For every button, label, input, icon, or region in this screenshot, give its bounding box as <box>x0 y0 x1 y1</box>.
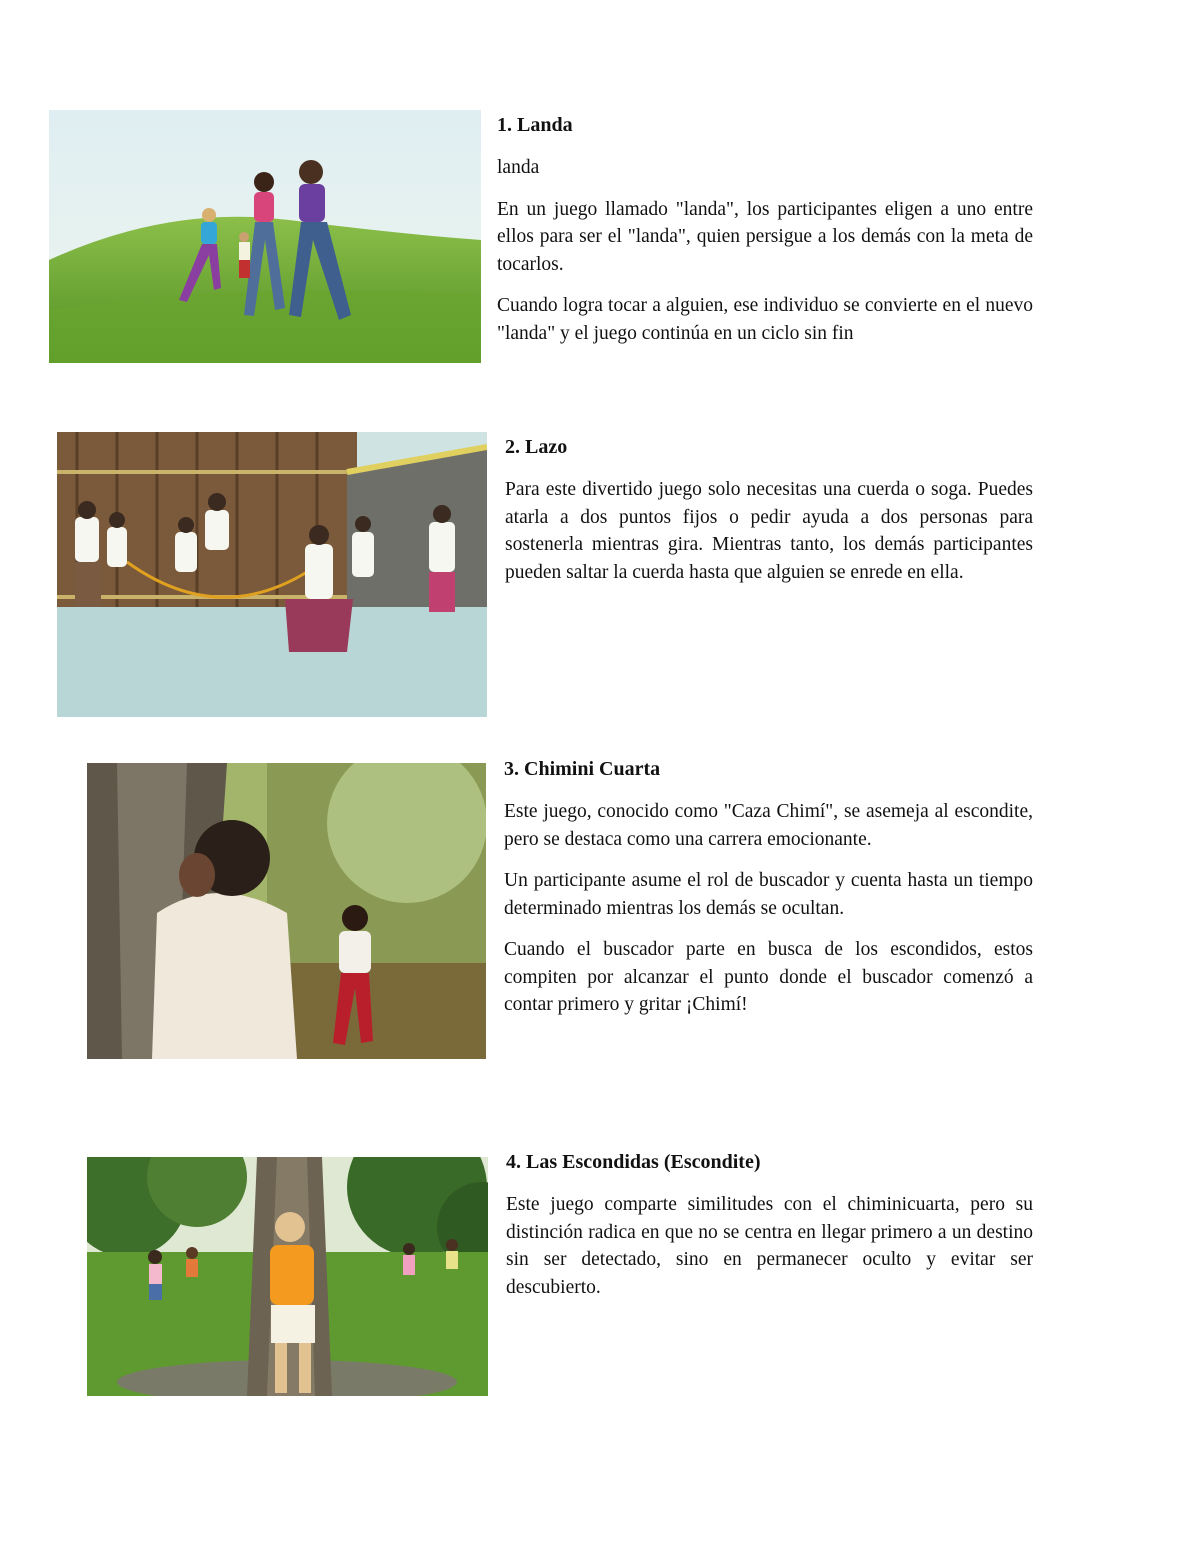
game-lazo-paragraph: Para este divertido juego solo necesitas una cuerda o soga. Puedes atarla a dos puntos fijos o pedir ayuda a dos personas para sostenerla mientras gira. Mientras tanto, los demás participantes pueden saltar la cuerda hasta que alguien se enrede en ella. <box>505 479 1033 583</box>
game-escondidas-text <box>506 1149 1033 1315</box>
game-chimini-cuarta-paragraph: Cuando el buscador parte en busca de los escondidos, estos compiten por alcanzar el punto donde el buscador comenzó a contar primero y gritar ¡Chimí! <box>504 939 1033 1015</box>
game-chimini-cuarta-text <box>504 756 1033 1033</box>
game-chimini-cuarta-heading: 3. Chimini Cuarta <box>504 758 661 780</box>
game-chimini-cuarta-paragraph: Este juego, conocido como "Caza Chimí", se asemeja al escondite, pero se destaca como una carrera emocionante. <box>504 801 1033 850</box>
game-chimini-cuarta-paragraph: Un participante asume el rol de buscador y cuenta hasta un tiempo determinado mientras los demás se ocultan. <box>504 870 1033 919</box>
game-lazo-heading: 2. Lazo <box>505 436 568 458</box>
game-landa-paragraph: Cuando logra tocar a alguien, ese individuo se convierte en el nuevo "landa" y el juego continúa en un ciclo sin fin <box>497 295 1033 344</box>
photo-lazo-jump-rope <box>57 432 487 717</box>
game-landa-heading: 1. Landa <box>497 114 573 136</box>
game-escondidas-heading: 4. Las Escondidas (Escondite) <box>506 1151 761 1173</box>
game-lazo-text <box>505 434 1033 600</box>
game-landa-text <box>497 112 1033 361</box>
game-landa-paragraph: landa <box>497 157 540 178</box>
game-escondidas-paragraph: Este juego comparte similitudes con el chiminicuarta, pero su distinción radica en que no se centra en llegar primero a un destino sin ser detectado, sino en permanecer oculto y evitar ser descubierto. <box>506 1194 1033 1298</box>
photo-escondidas-park <box>87 1157 488 1396</box>
game-landa-paragraph: En un juego llamado "landa", los participantes eligen a uno entre ellos para ser el "landa", quien persigue a los demás con la meta de tocarlos. <box>497 198 1033 275</box>
photo-landa-children-running <box>49 110 481 363</box>
photo-chimini-cuarta-tree <box>87 763 486 1059</box>
